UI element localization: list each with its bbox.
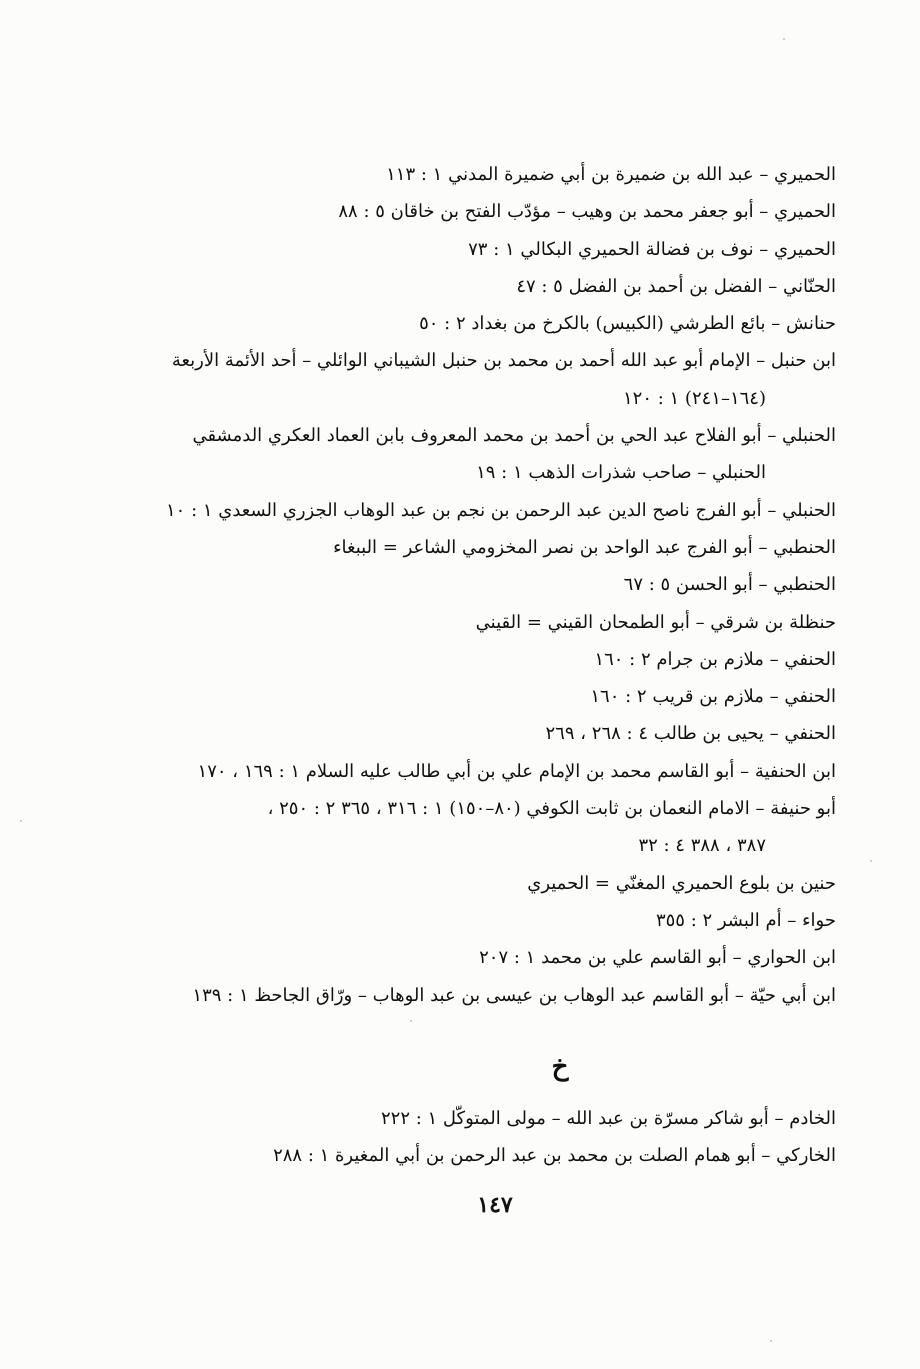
index-entry-continuation: (١٦٤–٢٤١) ١ : ١٢٠: [622, 387, 766, 409]
index-entry: الحنّاني – الفضل بن أحمد بن الفضل ٥ : ٤٧: [516, 275, 836, 297]
paper-speck: [770, 1340, 772, 1342]
index-entry: الحنفي – يحيى بن طالب ٤ : ٢٦٨ ، ٢٦٩: [545, 723, 836, 745]
index-entry: ابن أبي حيّة – أبو القاسم عبد الوهاب بن عيسى بن عبد الوهاب – ورّاق الجاحظ ١ : ١٣٩: [192, 984, 836, 1006]
index-entry: الحنفي – ملازم بن قريب ٢ : ١٦٠: [590, 686, 836, 708]
index-entry: الحنفي – ملازم بن جرام ٢ : ١٦٠: [594, 648, 836, 670]
index-entry: ابن الحواري – أبو القاسم علي بن محمد ١ : ٢٠٧: [479, 947, 836, 969]
paper-speck: [870, 860, 872, 862]
index-entry: حنانش – بائع الطرشي (الكبيس) بالكرخ من بغداد ٢ : ٥٠: [419, 313, 836, 335]
index-entry: ابن حنبل – الإمام أبو عبد الله أحمد بن محمد بن حنبل الشيباني الوائلي – أحد الأئمة الأربعة: [171, 350, 836, 372]
index-entry: حنين بن بلوع الحميري المغنّي = الحميري: [527, 872, 836, 894]
paper-speck: [20, 820, 22, 822]
index-entry: الحنبلي – أبو الفرج ناصح الدين عبد الرحمن بن نجم بن عبد الوهاب الجزري السعدي ١ : ١٠: [166, 499, 836, 521]
index-entry: الحميري – نوف بن فضالة الحميري البكالي ١ : ٧٣: [468, 238, 836, 260]
index-entry: حنظلة بن شرقي – أبو الطمحان القيني = القيني: [475, 611, 836, 633]
section-heading: خ: [551, 1052, 569, 1082]
index-entry-continuation: الحنبلي – صاحب شذرات الذهب ١ : ١٩: [476, 462, 766, 484]
index-entry: أبو حنيفة – الامام النعمان بن ثابت الكوفي (٨٠–١٥٠) ١ : ٣١٦ ، ٣٦٥ ٢ : ٢٥٠ ،: [267, 798, 836, 820]
index-entry: الحنبلي – أبو الفلاح عبد الحي بن أحمد بن محمد المعروف بابن العماد العكري الدمشقي: [192, 425, 836, 447]
page-number: ١٤٧: [477, 1192, 513, 1218]
index-entry: الحميري – أبو جعفر محمد بن وهيب – مؤدّب الفتح بن خاقان ٥ : ٨٨: [338, 201, 836, 223]
index-entry: الخاركي – أبو همام الصلت بن محمد بن عبد الرحمن بن أبي المغيرة ١ : ٢٨٨: [273, 1145, 836, 1167]
paper-speck: [410, 1020, 412, 1022]
paper-speck: [783, 38, 785, 40]
index-entry: الحنطبي – أبو الحسن ٥ : ٦٧: [623, 574, 836, 596]
index-entry-continuation: ٣٨٧ ، ٣٨٨ ٤ : ٣٢: [638, 835, 766, 857]
index-entry: حواء – أم البشر ٢ : ٣٥٥: [655, 909, 836, 931]
index-entry: الحميري – عبد الله بن ضميرة بن أبي ضميرة المدني ١ : ١١٣: [386, 164, 836, 185]
section-entries: [160, 1100, 836, 1175]
index-entries: [160, 156, 836, 1014]
index-entry: الحنطبي – أبو الفرج عبد الواحد بن نصر المخزومي الشاعر = الببغاء: [333, 536, 836, 558]
index-entry: ابن الحنفية – أبو القاسم محمد بن الإمام علي بن أبي طالب عليه السلام ١ : ١٦٩ ، ١٧٠: [197, 760, 836, 782]
index-entry: الخادم – أبو شاكر مسرّة بن عبد الله – مولى المتوكّل ١ : ٢٢٢: [380, 1108, 836, 1129]
